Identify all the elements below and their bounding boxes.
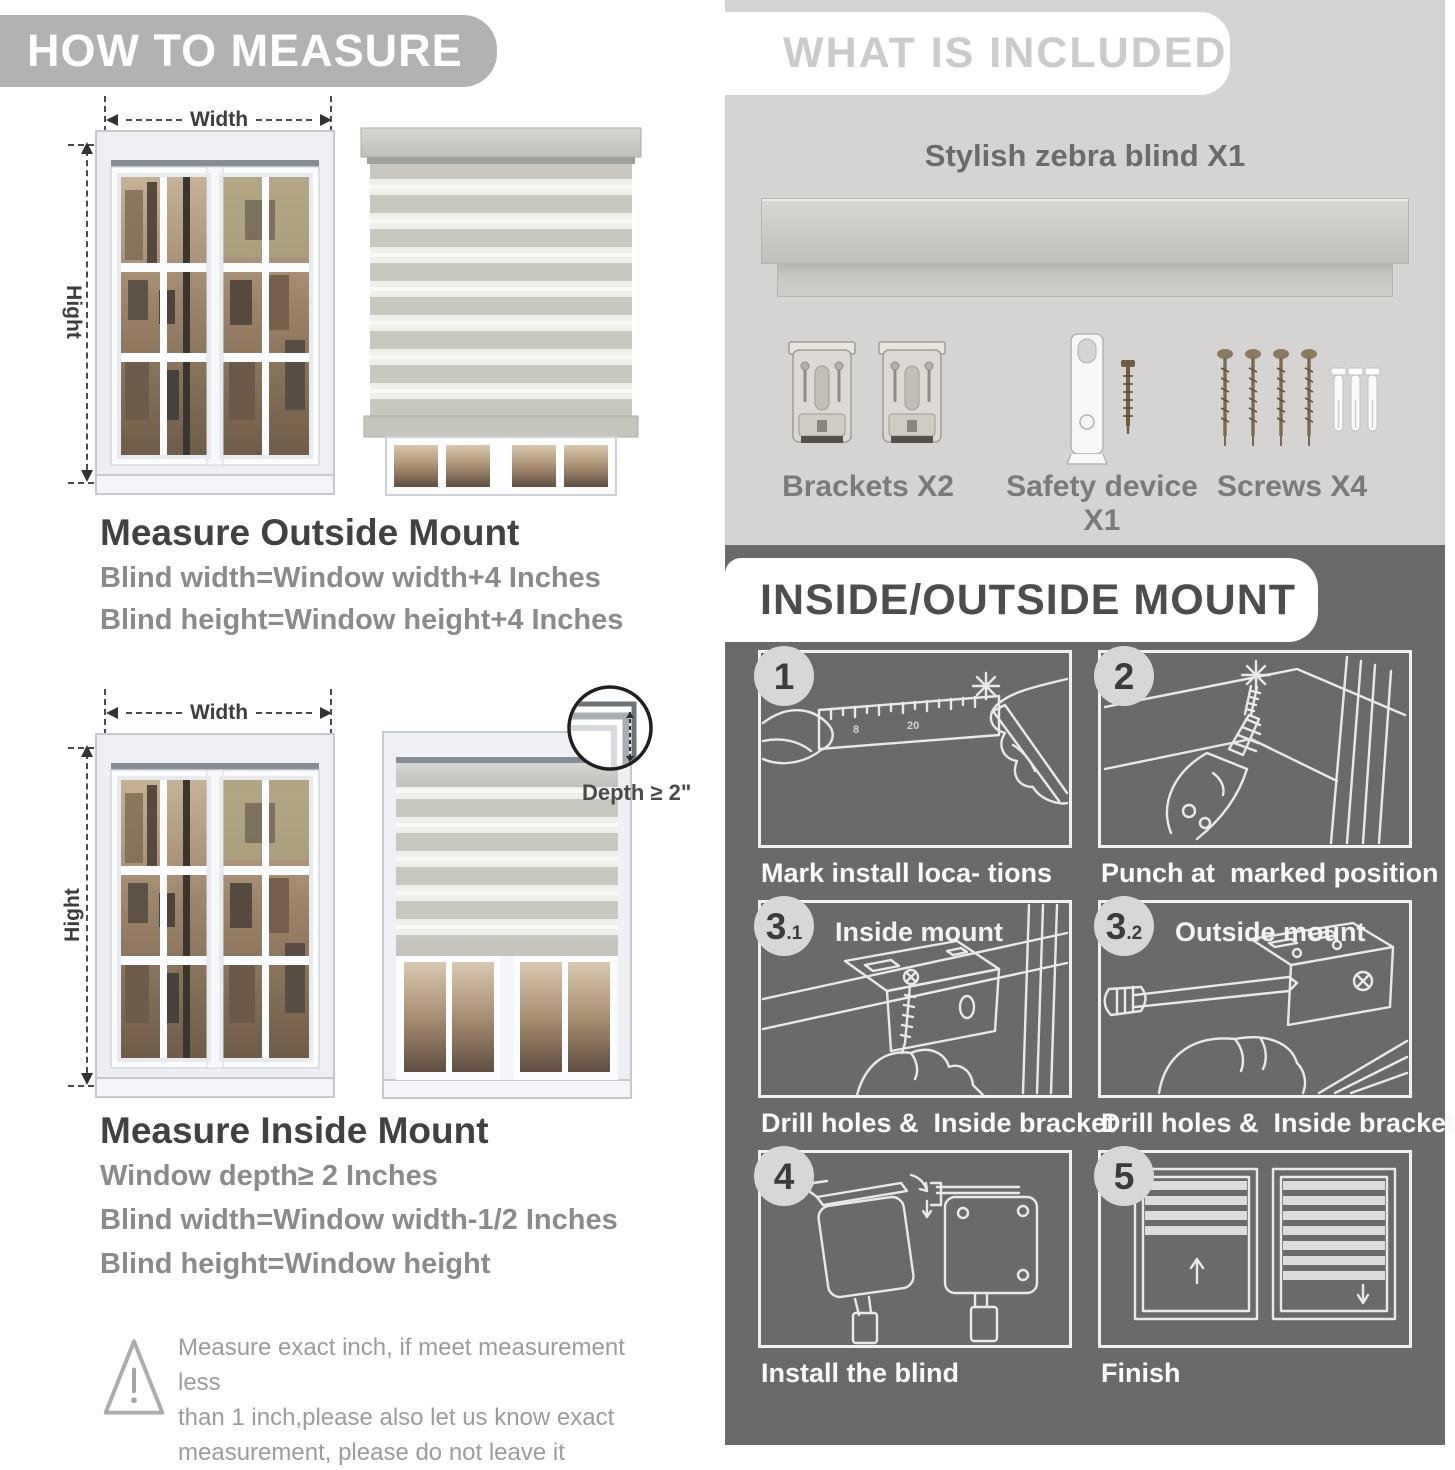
mount-steps-section bbox=[725, 545, 1455, 1445]
arrow-left-icon bbox=[106, 707, 118, 719]
warning-line1: Measure exact inch, if meet measurement less bbox=[178, 1334, 625, 1396]
screws-icon bbox=[1213, 344, 1385, 460]
headrail-lip-graphic bbox=[777, 264, 1393, 297]
arrow-down-icon bbox=[81, 1073, 93, 1085]
step4-caption: Install the blind bbox=[761, 1358, 960, 1388]
warning-icon bbox=[100, 1331, 168, 1423]
right-column bbox=[725, 0, 1455, 1445]
inside-mount-step-label: Inside mount bbox=[835, 917, 1003, 947]
step2-caption: Punch at marked position bbox=[1101, 858, 1439, 888]
height-arrow bbox=[86, 150, 88, 480]
step-number-badge: 5 bbox=[1094, 1146, 1154, 1206]
what-is-included-banner bbox=[725, 12, 1230, 95]
width-label: Width bbox=[189, 701, 249, 724]
what-is-included-title: WHAT IS INCLUDED bbox=[783, 29, 1228, 77]
inside-mount-line1: Window depth≥ 2 Inches bbox=[100, 1160, 438, 1192]
mount-title: INSIDE/OUTSIDE MOUNT bbox=[760, 576, 1297, 624]
depth-label: Depth ≥ 2" bbox=[582, 780, 692, 805]
height-label: Hight bbox=[61, 888, 84, 942]
width-arrow bbox=[106, 702, 332, 724]
headrail-graphic bbox=[761, 198, 1409, 264]
step-panel-3-2 bbox=[1098, 900, 1412, 1098]
window-photo bbox=[95, 733, 335, 1098]
safety-device-label: Safety device X1 bbox=[1006, 470, 1198, 537]
outside-mount-line1: Blind width=Window width+4 Inches bbox=[100, 562, 601, 594]
step-panel-1 bbox=[758, 650, 1072, 848]
width-arrow bbox=[106, 109, 332, 131]
window-photo bbox=[95, 130, 335, 495]
warning-note bbox=[178, 1330, 638, 1470]
how-to-measure-title: HOW TO MEASURE bbox=[27, 25, 463, 76]
arrow-down-icon bbox=[81, 470, 93, 482]
safety-device-icon bbox=[1055, 330, 1151, 470]
product-title: Stylish zebra blind X1 bbox=[924, 138, 1246, 173]
inside-mount-heading: Measure Inside Mount bbox=[100, 1110, 489, 1151]
arrow-up-icon bbox=[81, 142, 93, 154]
warning-line2: than 1 inch,please also let us know exact bbox=[178, 1404, 615, 1431]
step-panel-2 bbox=[1098, 650, 1412, 848]
how-to-measure-banner bbox=[0, 15, 497, 87]
warning-line3: measurement, please do not leave it bbox=[178, 1439, 565, 1466]
step-panel-5 bbox=[1098, 1150, 1412, 1348]
step-number-badge: 4 bbox=[754, 1146, 814, 1206]
step5-caption: Finish bbox=[1101, 1358, 1181, 1388]
depth-magnifier-icon bbox=[566, 684, 654, 772]
step-number-badge: 1 bbox=[754, 646, 814, 706]
step-number-badge: 3 .1 bbox=[754, 896, 814, 956]
what-is-included-section bbox=[725, 0, 1445, 545]
ruler-mark: 8 bbox=[853, 724, 860, 736]
step-number-badge: 3 .2 bbox=[1094, 896, 1154, 956]
height-label: Hight bbox=[62, 285, 85, 339]
step3-2-caption: Drill holes & Inside bracket bbox=[1101, 1108, 1455, 1138]
arrow-up-icon bbox=[81, 745, 93, 757]
measure-guide-line bbox=[104, 689, 106, 735]
step-panel-3-1 bbox=[758, 900, 1072, 1098]
step-number-badge: 2 bbox=[1094, 646, 1154, 706]
inside-mount-line2: Blind width=Window width-1/2 Inches bbox=[100, 1204, 618, 1236]
height-arrow bbox=[86, 753, 88, 1083]
zebra-blind-graphic bbox=[360, 127, 642, 495]
width-label: Width bbox=[189, 108, 249, 131]
outside-mount-heading: Measure Outside Mount bbox=[100, 512, 520, 553]
arrow-left-icon bbox=[106, 114, 118, 126]
step1-caption: Mark install loca- tions bbox=[761, 858, 1053, 888]
screws-label: Screws X4 bbox=[1216, 470, 1368, 503]
step3-1-caption: Drill holes & Inside bracket bbox=[761, 1108, 1116, 1138]
measure-guide-line bbox=[330, 689, 332, 735]
inside-mount-line3: Blind height=Window height bbox=[100, 1248, 491, 1280]
outside-mount-step-label: Outside mount bbox=[1175, 917, 1366, 947]
step-panel-4 bbox=[758, 1150, 1072, 1348]
mount-banner bbox=[725, 558, 1318, 642]
outside-mount-line2: Blind height=Window height+4 Inches bbox=[100, 604, 624, 636]
brackets-label: Brackets X2 bbox=[782, 470, 954, 503]
brackets-icon bbox=[785, 336, 949, 468]
ruler-mark: 20 bbox=[907, 720, 920, 732]
